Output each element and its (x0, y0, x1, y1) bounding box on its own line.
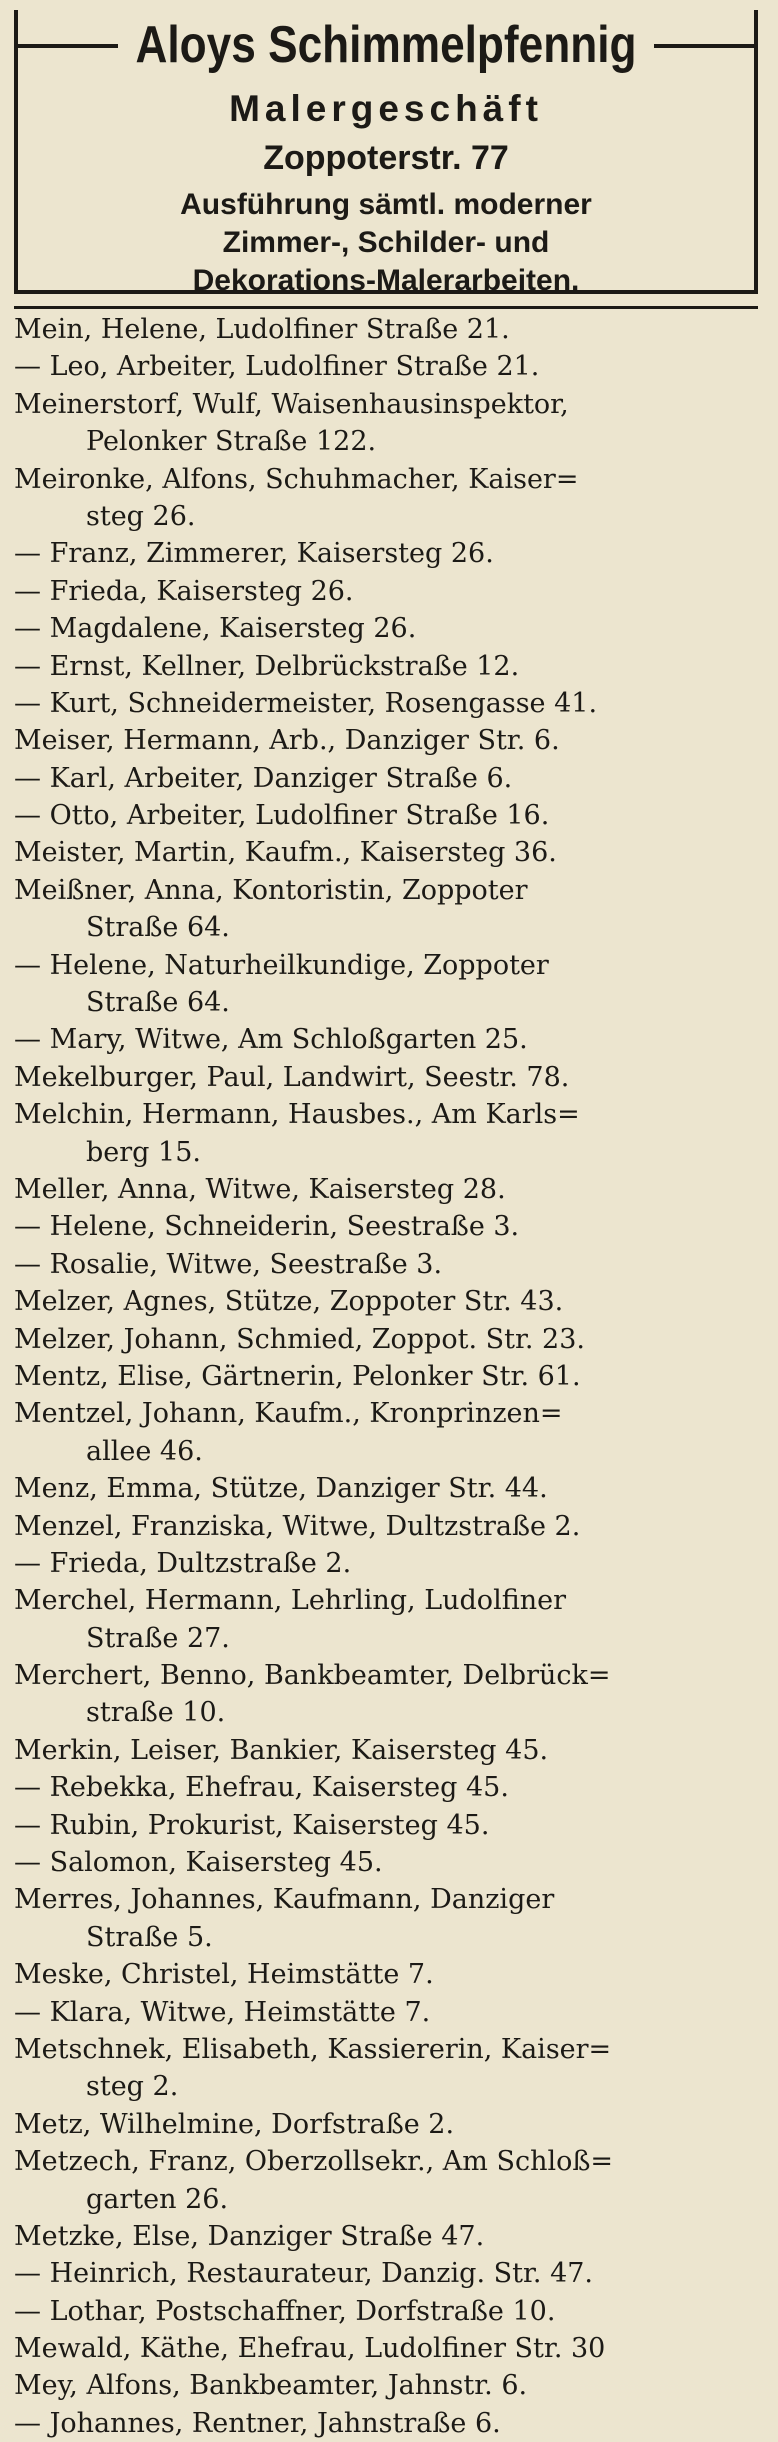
entry-line: — Magdalene, Kaisersteg 26. (14, 613, 417, 645)
entry-line: Mey, Alfons, Bankbeamter, Jahnstr. 6. (14, 2370, 528, 2402)
entry-line: Metschnek, Elisabeth, Kassiererin, Kaiser= (14, 2033, 612, 2065)
entry-line: Meske, Christel, Heimstätte 7. (14, 1959, 434, 1991)
entry-line: — Mary, Witwe, Am Schloßgarten 25. (14, 1024, 528, 1056)
entry-line: — Ernst, Kellner, Delbrückstraße 12. (14, 650, 520, 682)
entry-line: Mentzel, Johann, Kaufm., Kronprinzen= (14, 1398, 563, 1430)
ad-business-name: Aloys Schimmelpfennig (135, 16, 637, 74)
entry-line: Merchel, Hermann, Lehrling, Ludolfiner (14, 1585, 566, 1617)
entry-line: Metzke, Else, Danziger Straße 47. (14, 2220, 485, 2252)
entry-line: — Frieda, Kaisersteg 26. (14, 575, 354, 607)
entry-line: Mewald, Käthe, Ehefrau, Ludolfiner Str. 30 (14, 2333, 606, 2365)
entry-line: — Johannes, Rentner, Jahnstraße 6. (14, 2407, 501, 2439)
entry-line: — Helene, Schneiderin, Seestraße 3. (14, 1211, 520, 1243)
entry-line: — Franz, Zimmerer, Kaisersteg 26. (14, 538, 494, 570)
entry-line: — Lothar, Postschaffner, Dorfstraße 10. (14, 2295, 556, 2327)
ad-description-line: Ausführung sämtl. moderner (180, 188, 592, 221)
entry-line: Merres, Johannes, Kaufmann, Danziger (14, 1884, 555, 1916)
entry-line: Meinerstorf, Wulf, Waisenhausinspektor, (14, 388, 569, 420)
entry-line: — Helene, Naturheilkundige, Zoppoter (14, 949, 549, 981)
ad-description-line: Dekorations-Malerarbeiten. (192, 264, 580, 297)
entry-line: — Rebekka, Ehefrau, Kaisersteg 45. (14, 1772, 509, 1804)
entry-line: — Klara, Witwe, Heimstätte 7. (14, 1996, 431, 2028)
entry-line: Meißner, Anna, Kontoristin, Zoppoter (14, 874, 528, 906)
entry-line: Meller, Anna, Witwe, Kaisersteg 28. (14, 1173, 506, 1205)
advertisement-box (14, 10, 758, 297)
entry-line: Mekelburger, Paul, Landwirt, Seestr. 78. (14, 1061, 570, 1093)
entry-line: — Leo, Arbeiter, Ludolfiner Straße 21. (14, 351, 540, 383)
directory-entries (14, 311, 764, 2442)
entry-continuation: Straße 64. (86, 912, 230, 944)
entry-continuation: allee 46. (86, 1435, 203, 1467)
entry-continuation: Pelonker Straße 122. (86, 426, 377, 458)
entry-line: — Kurt, Schneidermeister, Rosengasse 41. (14, 687, 598, 719)
entry-line: Melzer, Johann, Schmied, Zoppot. Str. 23. (14, 1323, 585, 1355)
entry-line: Mentz, Elise, Gärtnerin, Pelonker Str. 61. (14, 1360, 581, 1392)
entry-line: Menz, Emma, Stütze, Danziger Str. 44. (14, 1473, 548, 1505)
ad-description-line: Zimmer-, Schilder- und (222, 226, 550, 259)
entry-line: Merchert, Benno, Bankbeamter, Delbrück= (14, 1660, 611, 1692)
entry-continuation: berg 15. (86, 1136, 201, 1168)
entry-line: Menzel, Franziska, Witwe, Dultzstraße 2. (14, 1510, 581, 1542)
entry-line: Meister, Martin, Kaufm., Kaisersteg 36. (14, 837, 557, 869)
entry-line: Mein, Helene, Ludolfiner Straße 21. (14, 314, 510, 345)
entry-line: — Frieda, Dultzstraße 2. (14, 1547, 352, 1579)
entry-continuation: Straße 27. (86, 1622, 230, 1654)
ad-trade: Malergeschäft (229, 88, 543, 129)
entry-line: — Rosalie, Witwe, Seestraße 3. (14, 1248, 443, 1280)
entry-line: Melchin, Hermann, Hausbes., Am Karls= (14, 1099, 580, 1131)
entry-line: Meiser, Hermann, Arb., Danziger Str. 6. (14, 725, 560, 757)
entry-continuation: Straße 5. (86, 1921, 213, 1953)
entry-line: — Heinrich, Restaurateur, Danzig. Str. 47. (14, 2258, 594, 2290)
entry-line: Meironke, Alfons, Schuhmacher, Kaiser= (14, 463, 579, 495)
entry-line: — Karl, Arbeiter, Danziger Straße 6. (14, 762, 513, 794)
entry-continuation: steg 2. (86, 2071, 179, 2103)
entry-line: Metz, Wilhelmine, Dorfstraße 2. (14, 2108, 455, 2140)
entry-line: Melzer, Agnes, Stütze, Zoppoter Str. 43. (14, 1286, 564, 1318)
entry-continuation: Straße 64. (86, 987, 230, 1019)
entry-continuation: straße 10. (86, 1697, 226, 1729)
entry-line: — Salomon, Kaisersteg 45. (14, 1847, 383, 1879)
entry-line: — Otto, Arbeiter, Ludolfiner Straße 16. (14, 800, 550, 832)
entry-continuation: garten 26. (86, 2183, 229, 2215)
separator-rule (14, 306, 758, 309)
entry-line: Metzech, Franz, Oberzollsekr., Am Schloß= (14, 2146, 614, 2178)
ad-street: Zoppoterstr. 77 (263, 139, 509, 177)
entry-line: Merkin, Leiser, Bankier, Kaisersteg 45. (14, 1734, 549, 1766)
entry-line: — Rubin, Prokurist, Kaisersteg 45. (14, 1809, 490, 1841)
entry-continuation: steg 26. (86, 500, 196, 532)
